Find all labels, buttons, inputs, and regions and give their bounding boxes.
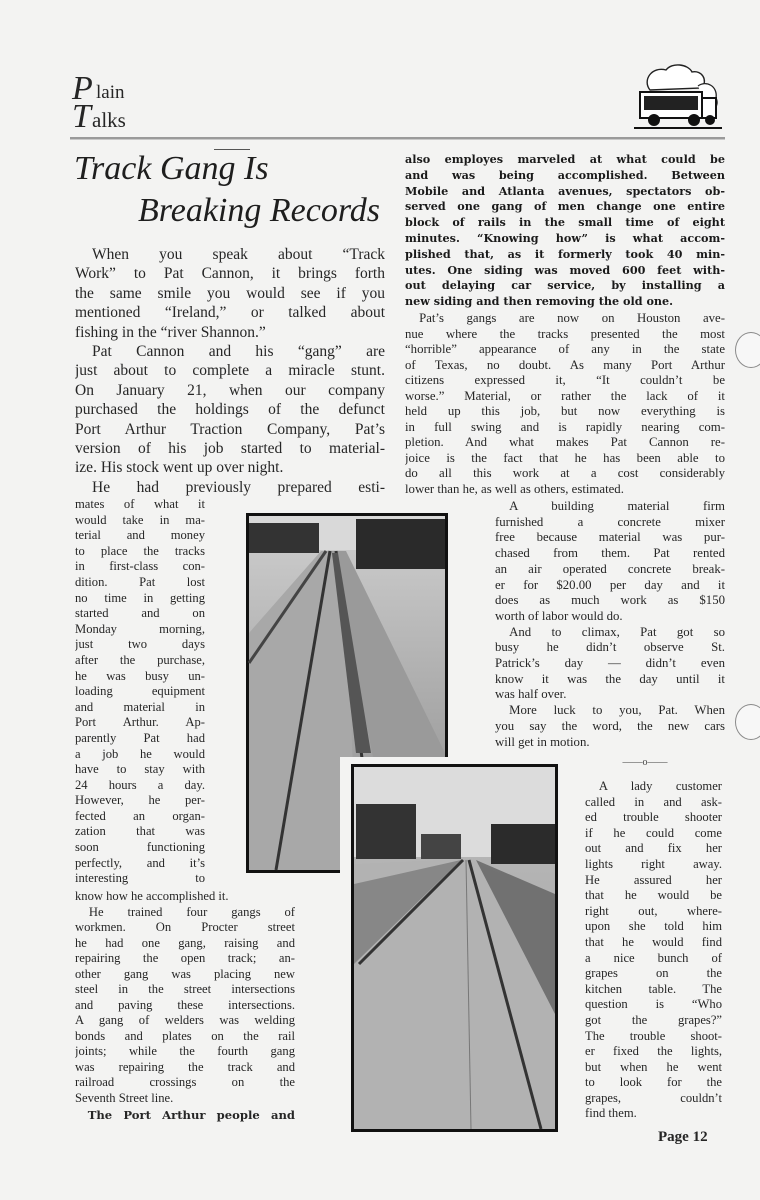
text-line: bonds and plates on the rail <box>75 1028 295 1043</box>
text-line: railroad crossings on the <box>75 1075 295 1089</box>
text-line: mates of what it <box>75 497 205 511</box>
text-line: ize. His stock went up over night. <box>75 459 284 477</box>
text-line: upon she told him <box>585 919 722 934</box>
text-line: joice is the fact that he has been able to <box>405 450 725 465</box>
text-line: worth of labor would do. <box>495 608 623 623</box>
text-line: right out, where- <box>585 903 722 918</box>
text-line: ed trouble shooter <box>585 810 722 825</box>
section-separator: ——o—— <box>622 757 668 768</box>
text-line: perfectly, and it’s <box>75 855 205 870</box>
text-line: just two days <box>75 637 205 652</box>
article-lower-left <box>75 889 295 1106</box>
text-line: The Port Arthur people and <box>87 1108 295 1122</box>
text-line: On January 21, when our company <box>75 381 385 399</box>
text-line: version of his job started to material- <box>75 440 385 458</box>
text-line: minutes. “Knowing how” is what accom- <box>405 230 725 245</box>
text-line: do all this work at a cost considerably <box>405 466 725 480</box>
text-line: kitchen table. The <box>585 981 722 996</box>
logo-line-2: alks <box>92 108 126 132</box>
text-line: Monday morning, <box>75 621 205 636</box>
text-line: just about to complete a miracle stunt. <box>75 362 385 380</box>
text-line: new siding and then removing the old one. <box>405 294 674 309</box>
article-bold-continuation <box>75 1108 295 1124</box>
article-title-line-2: Breaking Records <box>138 192 381 229</box>
text-line: Pat’s gangs are now on Houston ave- <box>419 311 725 325</box>
text-line: would take in ma- <box>75 512 205 527</box>
page-number: Page 12 <box>658 1129 708 1145</box>
text-line: fected an organ- <box>75 808 205 823</box>
logo-cap-t: T <box>72 98 91 135</box>
text-line: that he would find <box>585 934 722 949</box>
text-line: and paving these intersections. <box>75 997 295 1012</box>
text-line: out delaying car service, by installing a <box>405 278 725 293</box>
text-line: “horrible” appearance of any in the state <box>405 342 725 356</box>
text-line: to place the tracks <box>75 543 205 558</box>
header-divider <box>70 137 725 140</box>
text-line: mentioned “Ireland,” or talked about <box>75 304 385 322</box>
text-line: held up this job, but now everything is <box>405 404 725 418</box>
text-line: know it was the day until it <box>495 671 725 686</box>
binder-hole-top <box>735 332 760 368</box>
text-line: have to stay with <box>75 762 205 777</box>
text-line: He assured her <box>585 872 722 887</box>
article-title-line-1: Track Gang Is <box>74 150 269 187</box>
text-line: grapes, couldn’t <box>585 1090 722 1105</box>
truck-icon <box>632 62 724 132</box>
text-line: More luck to you, Pat. When <box>509 703 725 718</box>
text-line: but when he went <box>585 1059 722 1074</box>
text-line: started and on <box>75 606 205 621</box>
binder-hole-bottom <box>735 704 760 740</box>
text-line: loading equipment <box>75 684 205 699</box>
text-line: to look for the <box>585 1075 722 1090</box>
article-intro <box>75 245 385 497</box>
text-line: Pat Cannon and his “gang” are <box>92 343 385 361</box>
text-line: and was being accomplished. Between <box>405 167 725 182</box>
text-line: lights right away. <box>585 856 722 871</box>
text-line: a nice bunch of <box>585 950 722 965</box>
text-line: he was busy un- <box>75 668 205 683</box>
text-line: no time in getting <box>75 590 205 605</box>
text-line: interesting to <box>75 871 205 886</box>
text-line: the same smile you would see if you <box>75 284 385 302</box>
text-line: er for $20.00 per day and it <box>495 577 725 592</box>
text-line: furnished a concrete mixer <box>495 514 725 529</box>
text-line: utes. One siding was moved 600 feet with- <box>405 262 725 277</box>
text-line: was half over. <box>495 687 567 702</box>
text-line: out and fix her <box>585 841 722 856</box>
text-line: A building material firm <box>509 499 725 513</box>
anecdote-grapes <box>585 779 722 1122</box>
text-line: Port Arthur. Ap- <box>75 715 205 730</box>
plain-talks-logo <box>70 70 160 136</box>
text-line: A lady customer <box>598 779 722 793</box>
text-line: parently Pat had <box>75 730 205 745</box>
text-line: When you speak about “Track <box>92 246 385 263</box>
text-line: after the purchase, <box>75 652 205 667</box>
text-line: other gang was placing new <box>75 966 295 981</box>
text-line: purchased the holdings of the defunct <box>75 401 385 419</box>
track-photo-2 <box>351 764 558 1132</box>
text-line: terial and money <box>75 528 205 543</box>
text-line: in first-class con- <box>75 559 205 574</box>
text-line: a job he would <box>75 746 205 761</box>
text-line: was repairing the track and <box>75 1059 295 1074</box>
text-line: chased from them. Pat rented <box>495 546 725 561</box>
text-line: and material in <box>75 699 205 714</box>
text-line: The trouble shoot- <box>585 1028 722 1043</box>
text-line: Port Arthur Traction Company, Pat’s <box>75 420 385 438</box>
text-line: in full swing and is rapidly nearing com- <box>405 419 725 434</box>
text-line: free because material was pur- <box>495 530 725 545</box>
text-line: He had previously prepared esti- <box>92 478 385 496</box>
text-line: And to climax, Pat got so <box>509 624 725 639</box>
text-line: joints; while the fourth gang <box>75 1044 295 1058</box>
article-bold-right <box>405 152 725 310</box>
text-line: However, he per- <box>75 793 205 808</box>
text-line: served one gang of men change one entire <box>405 199 725 214</box>
text-line: he had one gang, raising and <box>75 935 295 950</box>
text-line: busy he didn’t observe St. <box>495 640 725 655</box>
text-line: A gang of welders was welding <box>75 1013 295 1027</box>
text-line: know how he accomplished it. <box>75 889 229 903</box>
text-line: called in and ask- <box>585 794 722 809</box>
text-line: if he could come <box>585 825 722 840</box>
text-line: also employes marveled at what could be <box>405 152 725 166</box>
text-line: lower than he, as well as others, estimated. <box>405 481 624 496</box>
text-line: does as much work as $150 <box>495 593 725 608</box>
text-line: 24 hours a day. <box>75 777 205 792</box>
text-line: Patrick’s day — didn’t even <box>495 656 725 671</box>
text-line: question is “Who <box>585 997 722 1012</box>
text-line: dition. Pat lost <box>75 574 205 589</box>
text-line: will get in motion. <box>495 734 590 749</box>
article-narrow-column <box>75 497 205 887</box>
text-line: worse.” Material, or rather the lack of it <box>405 388 725 403</box>
text-line: find them. <box>585 1106 637 1121</box>
article-houston-avenue <box>405 311 725 497</box>
text-line: workmen. On Procter street <box>75 920 295 934</box>
text-line: fishing in the “river Shannon.” <box>75 323 266 341</box>
logo-cap-p: P <box>72 70 93 107</box>
text-line: repairing the open track; an- <box>75 951 295 965</box>
text-line: Seventh Street line. <box>75 1090 174 1105</box>
text-line: soon functioning <box>75 840 205 855</box>
text-line: of Texas, no doubt. As many Port Arthur <box>405 357 725 372</box>
text-line: He trained four gangs of <box>88 904 295 919</box>
text-line: pletion. And what makes Pat Cannon re- <box>405 435 725 449</box>
text-line: got the grapes?” <box>585 1012 722 1027</box>
text-line: block of rails in the small time of eight <box>405 215 725 230</box>
text-line: you say the word, the new cars <box>495 718 725 733</box>
text-line: plished that, as it formerly took 40 min- <box>405 246 725 261</box>
text-line: Mobile and Atlanta avenues, spectators ob- <box>405 183 725 198</box>
text-line: steel in the street intersections <box>75 982 295 996</box>
logo-line-1: lain <box>96 82 125 103</box>
article-right-narrow <box>495 499 725 750</box>
text-line: grapes on the <box>585 966 722 981</box>
text-line: citizens expressed it, “It couldn’t be <box>405 373 725 387</box>
text-line: that he would be <box>585 888 722 903</box>
text-line: zation that was <box>75 824 205 839</box>
text-line: nue where the tracks presented the most <box>405 326 725 341</box>
text-line: an air operated concrete break- <box>495 561 725 576</box>
text-line: er fixed the lights, <box>585 1044 722 1059</box>
text-line: Work” to Pat Cannon, it brings forth <box>75 265 385 283</box>
